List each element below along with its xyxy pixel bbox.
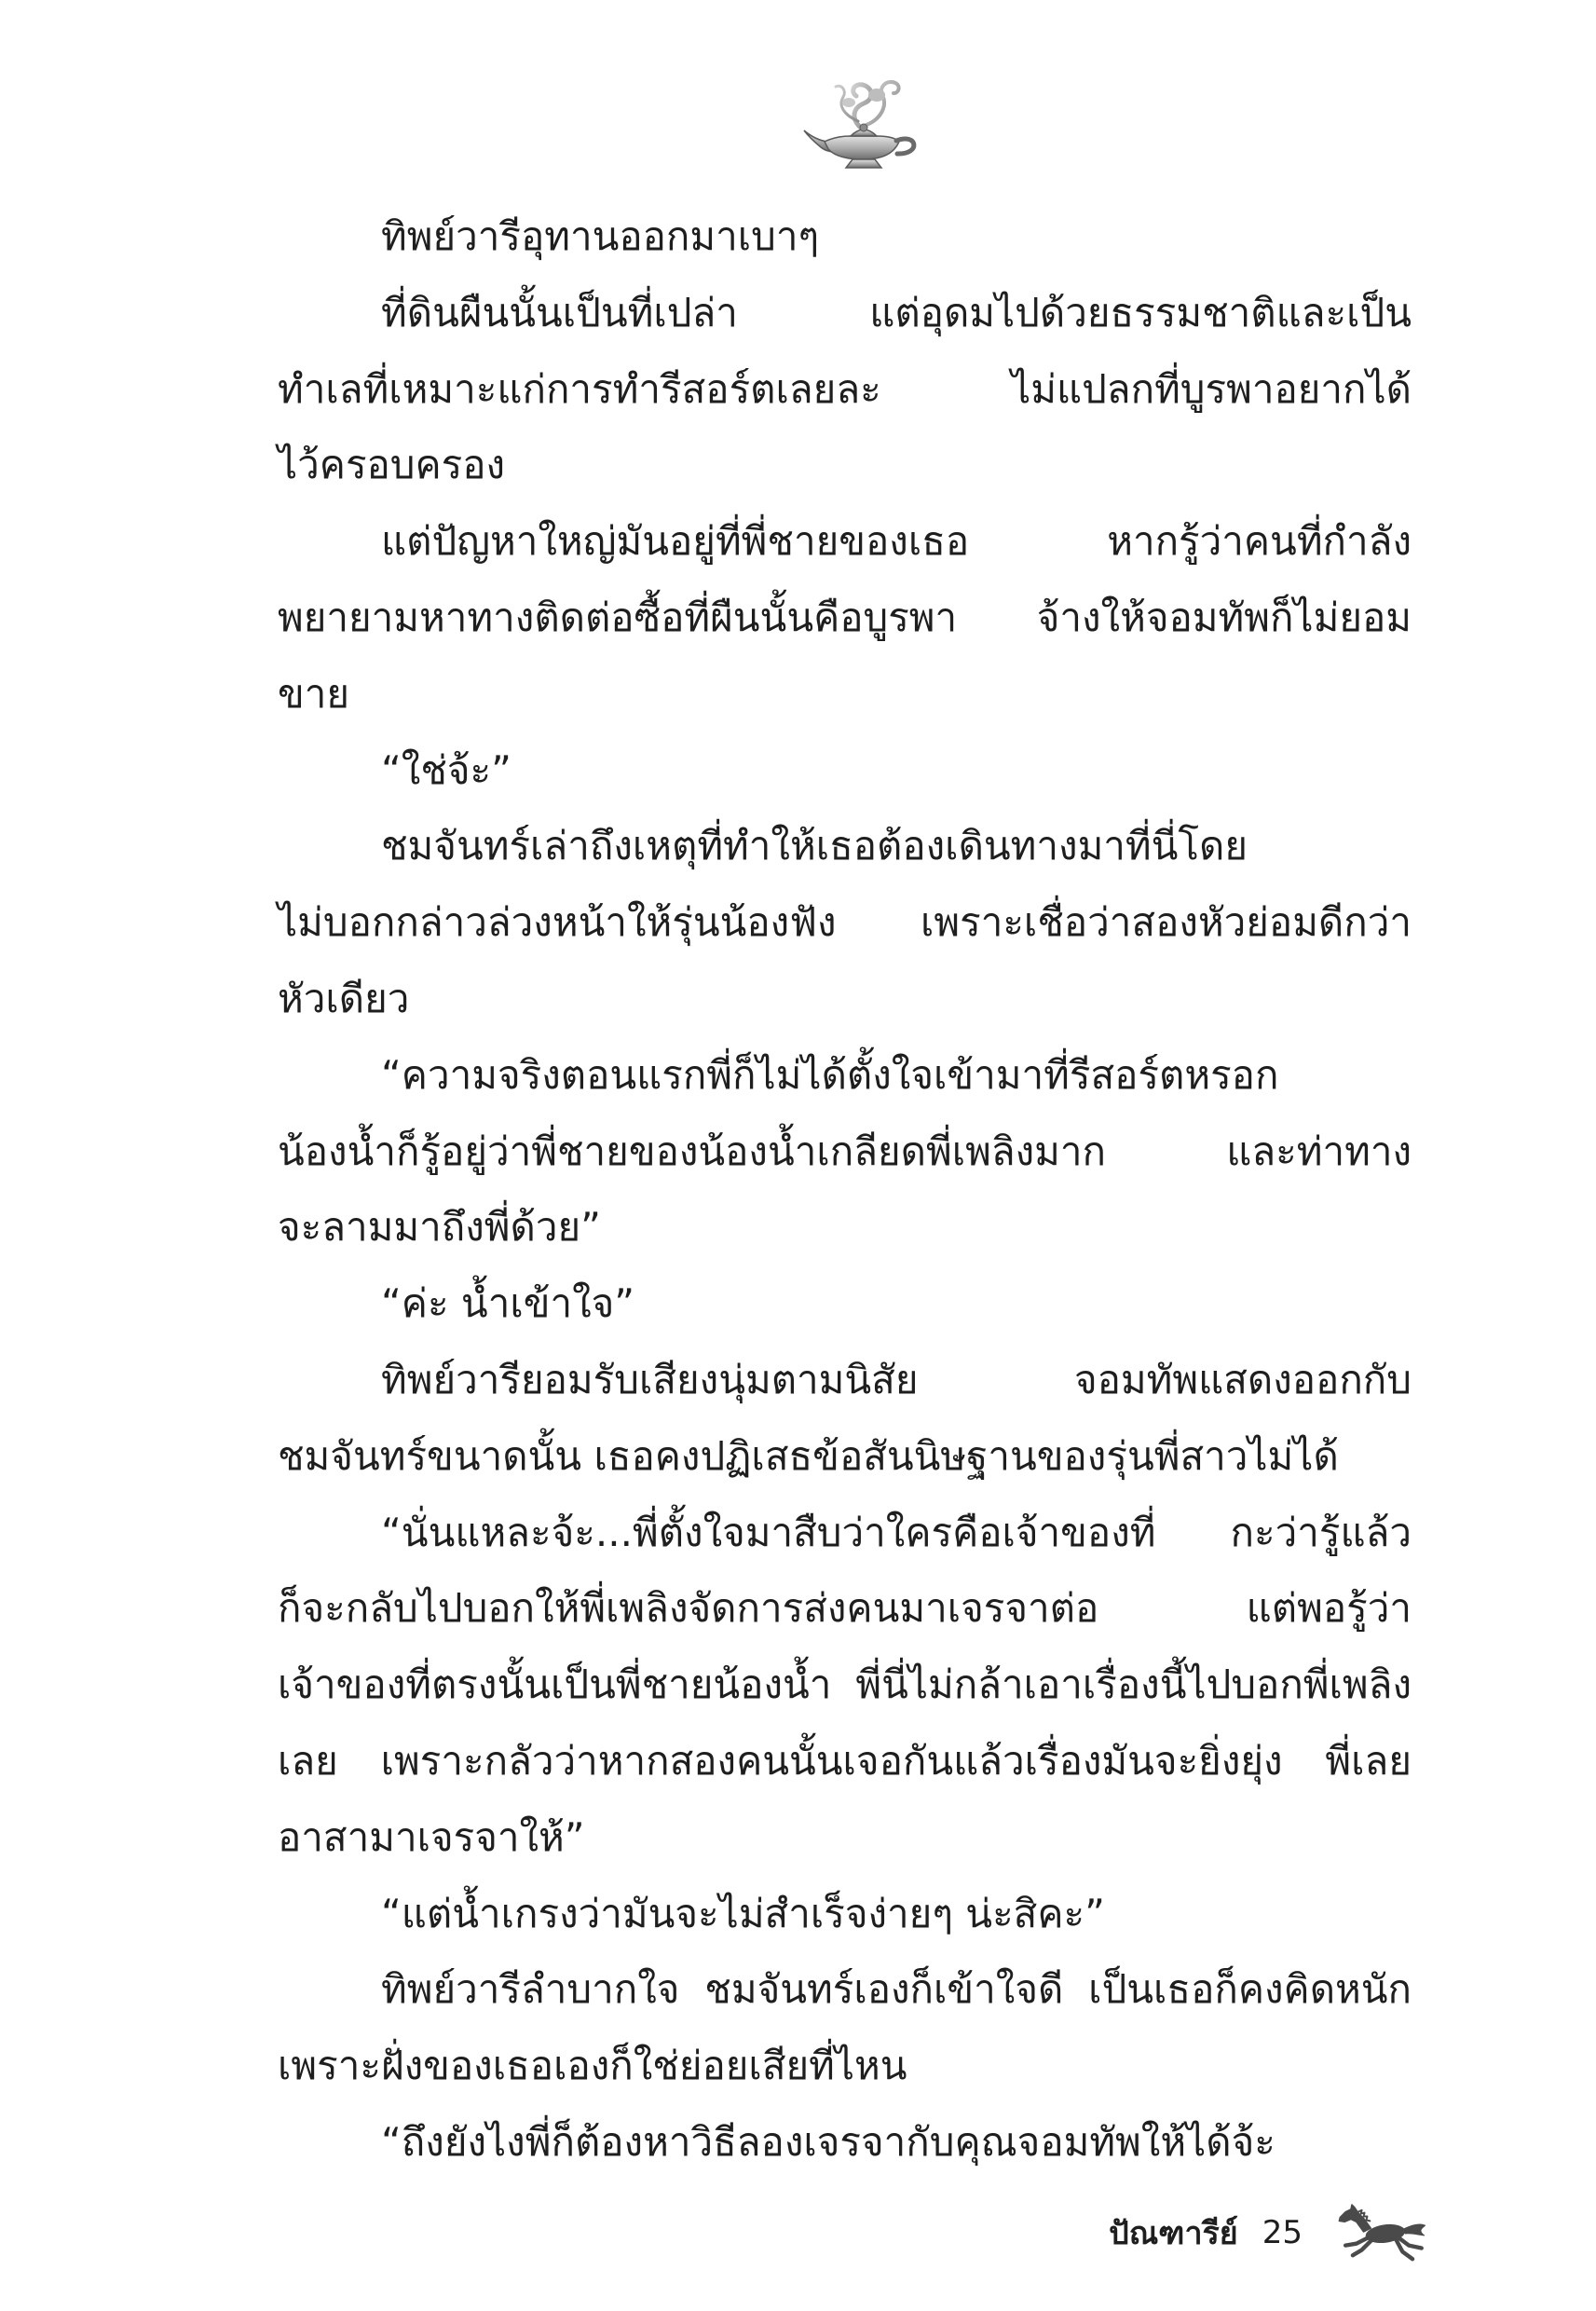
- paragraph: [278, 1342, 1412, 1495]
- lamp-body: [804, 130, 899, 168]
- text-line: พยายามหาทางติดต่อซื้อที่ผืนนั้นคือบูรพา จ้างให้จอมทัพก็ไม่ยอม: [278, 594, 1412, 640]
- paragraph: [278, 1495, 1412, 1876]
- text-line: เจ้าของที่ตรงนั้นเป็นพี่ชายน้องน้ำ พี่นี่ไม่กล้าเอาเรื่องนี้ไปบอกพี่เพลิง: [278, 1661, 1412, 1708]
- text-line: เพราะฝั่งของเธอเองก็ใช่ย่อยเสียที่ไหน: [278, 2043, 907, 2089]
- paragraph: [278, 1037, 1412, 1265]
- text-line: ทำเลที่เหมาะแก่การทำรีสอร์ตเลยละ ไม่แปลกที่บูรพาอยากได้: [278, 365, 1412, 412]
- text-line: ขาย: [278, 670, 350, 717]
- text-line: ก็จะกลับไปบอกให้พี่เพลิงจัดการส่งคนมาเจรจาต่อ แต่พอรู้ว่า: [278, 1585, 1412, 1632]
- text-line: ทิพย์วารีลำบากใจ ชมจันทร์เองก็เข้าใจดี เป็นเธอก็คงคิดหนัก: [381, 1966, 1412, 2013]
- page-footer: [1025, 2195, 1427, 2270]
- text-line: ทิพย์วารีอุทานออกมาเบาๆ: [381, 213, 820, 259]
- text-line: ชมจันทร์ขนาดนั้น เธอคงปฏิเสธข้อสันนิษฐานของรุ่นพี่สาวไม่ได้: [278, 1432, 1339, 1479]
- text-line: หัวเดียว: [278, 975, 410, 1021]
- text-line: จะลามมาถึงพี่ด้วย”: [278, 1204, 601, 1251]
- paragraph: [278, 275, 1412, 503]
- paragraph: [278, 198, 1412, 275]
- paragraph: [278, 1265, 1412, 1342]
- paragraph: [278, 1876, 1412, 1952]
- text-line: “นั่นแหละจ้ะ...พี่ตั้งใจมาสืบว่าใครคือเจ้าของที่ กะว่ารู้แล้ว: [381, 1509, 1412, 1555]
- text-line: ที่ดินผืนนั้นเป็นที่เปล่า แต่อุดมไปด้วยธรรมชาติและเป็น: [381, 289, 1412, 335]
- text-line: แต่ปัญหาใหญ่มันอยู่ที่พี่ชายของเธอ หากรู้ว่าคนที่กำลัง: [381, 518, 1412, 565]
- text-line: ไว้ครอบครอง: [278, 442, 506, 488]
- text-line: “ความจริงตอนแรกพี่ก็ไม่ได้ตั้งใจเข้ามาที่รีสอร์ตหรอก: [381, 1051, 1279, 1098]
- text-line: “ค่ะ น้ำเข้าใจ”: [381, 1280, 635, 1327]
- body-text: [278, 198, 1412, 2181]
- text-line: ทิพย์วารียอมรับเสียงนุ่มตามนิสัย จอมทัพแสดงออกกับ: [381, 1356, 1412, 1402]
- paragraph: [278, 732, 1412, 809]
- magic-lamp-icon: [797, 75, 927, 175]
- text-line: “ถึงยังไงพี่ก็ต้องหาวิธีลองเจรจากับคุณจอมทัพให้ได้จ้ะ: [381, 2118, 1275, 2165]
- paragraph: [278, 503, 1412, 732]
- text-line: น้องน้ำก็รู้อยู่ว่าพี่ชายของน้องน้ำเกลียดพี่เพลิงมาก และท่าทาง: [278, 1128, 1412, 1174]
- text-line: อาสามาเจรจาให้”: [278, 1813, 585, 1860]
- galloping-horse-icon: [1336, 2201, 1427, 2264]
- text-line: “ใช่จ้ะ”: [381, 746, 512, 793]
- paragraph: [278, 2104, 1412, 2181]
- paragraph: [278, 1951, 1412, 2104]
- text-line: “แต่น้ำเกรงว่ามันจะไม่สำเร็จง่ายๆ น่ะสิคะ”: [381, 1890, 1105, 1936]
- text-line: ไม่บอกกล่าวล่วงหน้าให้รุ่นน้องฟัง เพราะเชื่อว่าสองหัวย่อมดีกว่า: [278, 899, 1412, 946]
- text-line: เลย เพราะกลัวว่าหากสองคนนั้นเจอกันแล้วเรื่องมันจะยิ่งยุ่ง พี่เลย: [278, 1737, 1412, 1784]
- paragraph: [278, 808, 1412, 1036]
- page-number: 25: [1262, 2214, 1303, 2251]
- running-text: ปัณฑารีย์: [1109, 2215, 1238, 2252]
- text-line: ชมจันทร์เล่าถึงเหตุที่ทำให้เธอต้องเดินทางมาที่นี่โดย: [381, 823, 1248, 869]
